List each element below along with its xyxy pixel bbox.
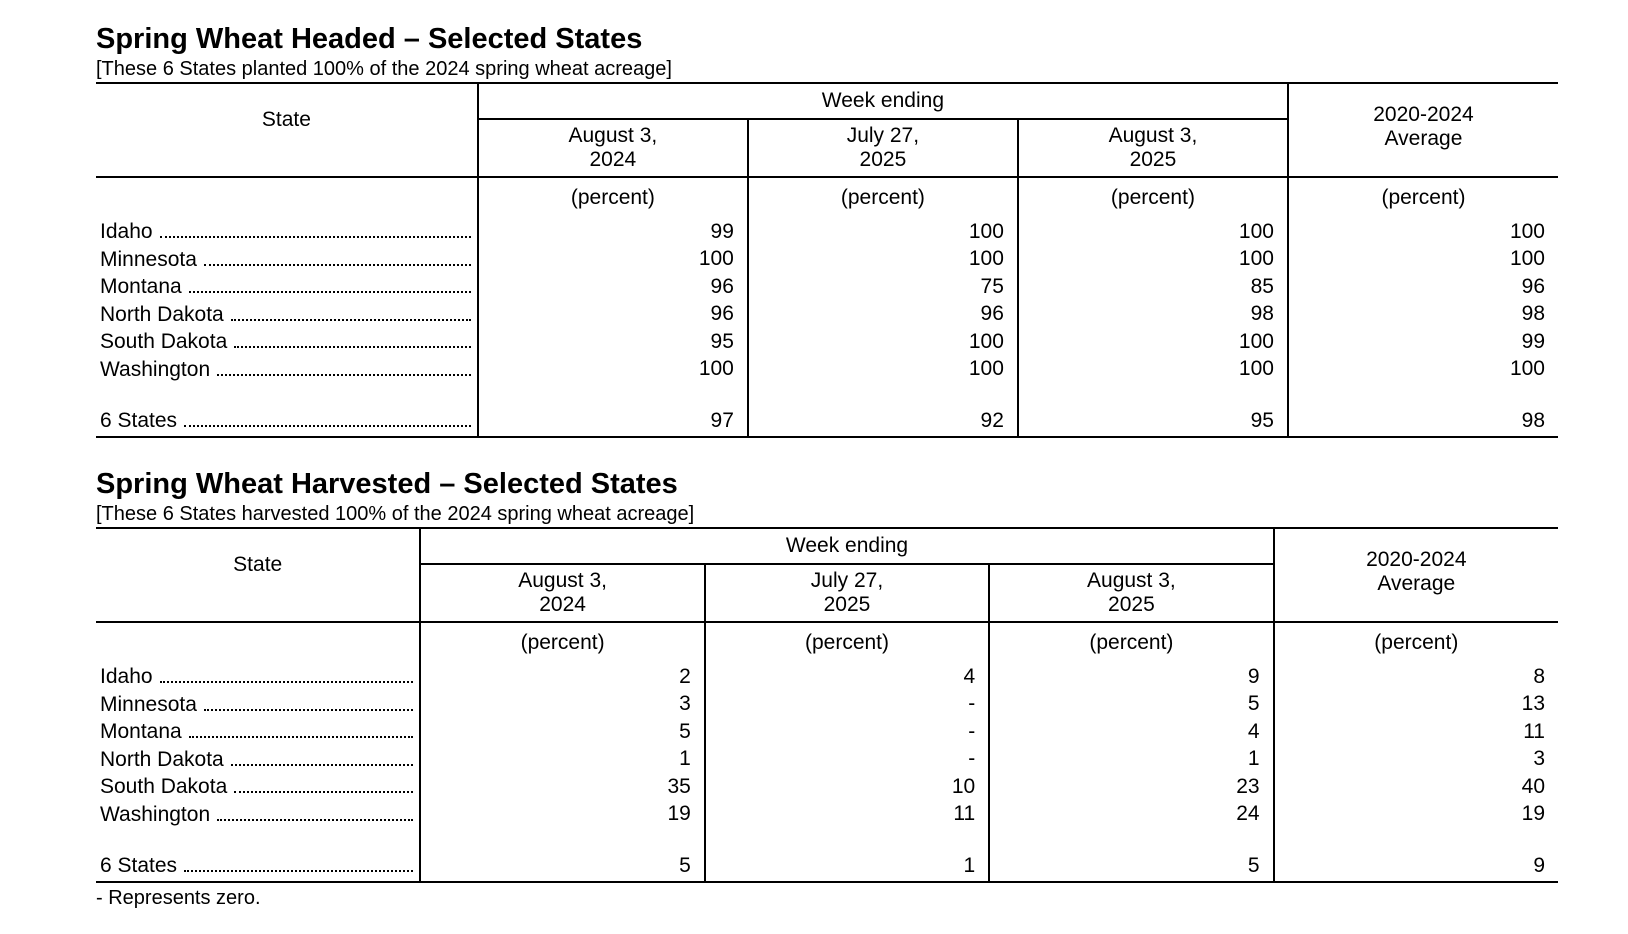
table-title: Spring Wheat Harvested – Selected States	[96, 468, 678, 500]
leader-dots	[160, 664, 414, 683]
value-cell: 9	[1274, 852, 1558, 882]
value-cell: 19	[1274, 801, 1558, 829]
state-label: North Dakota	[96, 301, 478, 329]
state-label: Minnesota	[96, 691, 420, 719]
column-header: August 3, 2025	[1018, 119, 1288, 177]
value-cell: 5	[989, 852, 1273, 882]
value-cell: 98	[1018, 301, 1288, 329]
value-cell: 100	[748, 246, 1018, 274]
state-label: North Dakota	[96, 746, 420, 774]
leader-dots	[189, 719, 414, 738]
state-label: South Dakota	[96, 328, 478, 356]
value-cell: 97	[478, 407, 748, 437]
value-cell: 24	[989, 801, 1273, 829]
leader-dots	[184, 408, 471, 427]
leader-dots	[217, 357, 471, 376]
leader-dots	[204, 247, 471, 266]
headed-section	[96, 22, 1558, 438]
value-cell: 4	[705, 663, 989, 691]
value-cell: 2	[420, 663, 704, 691]
state-label: Washington	[96, 801, 420, 829]
state-label: 6 States	[96, 407, 478, 437]
leader-dots	[189, 274, 471, 293]
value-cell: -	[705, 718, 989, 746]
leader-dots	[234, 774, 413, 793]
table-row	[96, 663, 1558, 691]
value-cell: 75	[748, 273, 1018, 301]
table-subtitle: [These 6 States harvested 100% of the 2024 spring wheat acreage]	[96, 503, 695, 525]
leader-dots	[231, 747, 414, 766]
value-cell: 4	[989, 718, 1273, 746]
state-label: Idaho	[96, 663, 420, 691]
leader-dots	[234, 329, 471, 348]
value-cell: 100	[1288, 246, 1558, 274]
value-cell: 100	[1018, 328, 1288, 356]
value-cell: 100	[1018, 218, 1288, 246]
state-label: 6 States	[96, 852, 420, 882]
value-cell: 13	[1274, 691, 1558, 719]
leader-dots	[217, 802, 413, 821]
table-row	[96, 356, 1558, 384]
value-cell: 3	[420, 691, 704, 719]
value-cell: 98	[1288, 407, 1558, 437]
average-column-header: 2020-2024 Average	[1288, 83, 1558, 177]
value-cell: 96	[478, 301, 748, 329]
value-cell: -	[705, 746, 989, 774]
leader-dots	[184, 853, 413, 872]
table-row	[96, 746, 1558, 774]
table-row	[96, 218, 1558, 246]
table-row	[96, 718, 1558, 746]
value-cell: 1	[989, 746, 1273, 774]
table-row	[96, 273, 1558, 301]
value-cell: 92	[748, 407, 1018, 437]
leader-dots	[231, 302, 471, 321]
unit-label: (percent)	[705, 622, 989, 663]
state-label: Idaho	[96, 218, 478, 246]
column-header: August 3, 2024	[478, 119, 748, 177]
value-cell: 11	[705, 801, 989, 829]
unit-label: (percent)	[1274, 622, 1558, 663]
value-cell: 96	[1288, 273, 1558, 301]
leader-dots	[160, 219, 471, 238]
value-cell: 100	[1288, 356, 1558, 384]
week-ending-header: Week ending	[420, 528, 1273, 564]
headed-table	[96, 82, 1558, 438]
unit-label: (percent)	[478, 177, 748, 218]
column-header: August 3, 2025	[989, 564, 1273, 622]
value-cell: 9	[989, 663, 1273, 691]
week-ending-header: Week ending	[478, 83, 1288, 119]
value-cell: 100	[1018, 356, 1288, 384]
value-cell: 11	[1274, 718, 1558, 746]
value-cell: 35	[420, 773, 704, 801]
unit-label: (percent)	[1018, 177, 1288, 218]
value-cell: 100	[748, 218, 1018, 246]
table-row	[96, 773, 1558, 801]
value-cell: 99	[1288, 328, 1558, 356]
unit-label: (percent)	[1288, 177, 1558, 218]
column-header: July 27, 2025	[748, 119, 1018, 177]
value-cell: 1	[705, 852, 989, 882]
table-row	[96, 301, 1558, 329]
value-cell: 5	[989, 691, 1273, 719]
value-cell: 95	[478, 328, 748, 356]
table-title: Spring Wheat Headed – Selected States	[96, 23, 643, 55]
leader-dots	[204, 692, 414, 711]
value-cell: 100	[1288, 218, 1558, 246]
state-column-header: State	[96, 83, 478, 177]
value-cell: 23	[989, 773, 1273, 801]
column-header: July 27, 2025	[705, 564, 989, 622]
state-column-header: State	[96, 528, 420, 622]
value-cell: 96	[478, 273, 748, 301]
table-row	[96, 328, 1558, 356]
value-cell: 100	[748, 328, 1018, 356]
value-cell: 98	[1288, 301, 1558, 329]
value-cell: 100	[478, 356, 748, 384]
total-row	[96, 407, 1558, 437]
state-label: Minnesota	[96, 246, 478, 274]
value-cell: 100	[748, 356, 1018, 384]
table-row	[96, 801, 1558, 829]
total-row	[96, 852, 1558, 882]
unit-label: (percent)	[748, 177, 1018, 218]
table-row	[96, 691, 1558, 719]
unit-label: (percent)	[420, 622, 704, 663]
value-cell: 10	[705, 773, 989, 801]
column-header: August 3, 2024	[420, 564, 704, 622]
value-cell: 5	[420, 852, 704, 882]
value-cell: 3	[1274, 746, 1558, 774]
value-cell: 100	[478, 246, 748, 274]
state-label: Washington	[96, 356, 478, 384]
value-cell: 85	[1018, 273, 1288, 301]
value-cell: 96	[748, 301, 1018, 329]
value-cell: 99	[478, 218, 748, 246]
state-label: Montana	[96, 273, 478, 301]
value-cell: 95	[1018, 407, 1288, 437]
value-cell: 40	[1274, 773, 1558, 801]
state-label: South Dakota	[96, 773, 420, 801]
value-cell: 100	[1018, 246, 1288, 274]
harvested-table	[96, 527, 1558, 883]
unit-label: (percent)	[989, 622, 1273, 663]
value-cell: 8	[1274, 663, 1558, 691]
value-cell: 1	[420, 746, 704, 774]
state-label: Montana	[96, 718, 420, 746]
footnote: - Represents zero.	[96, 886, 261, 909]
value-cell: 5	[420, 718, 704, 746]
harvested-section	[96, 467, 1558, 911]
table-row	[96, 246, 1558, 274]
average-column-header: 2020-2024 Average	[1274, 528, 1558, 622]
value-cell: 19	[420, 801, 704, 829]
value-cell: -	[705, 691, 989, 719]
table-subtitle: [These 6 States planted 100% of the 2024 spring wheat acreage]	[96, 58, 672, 80]
